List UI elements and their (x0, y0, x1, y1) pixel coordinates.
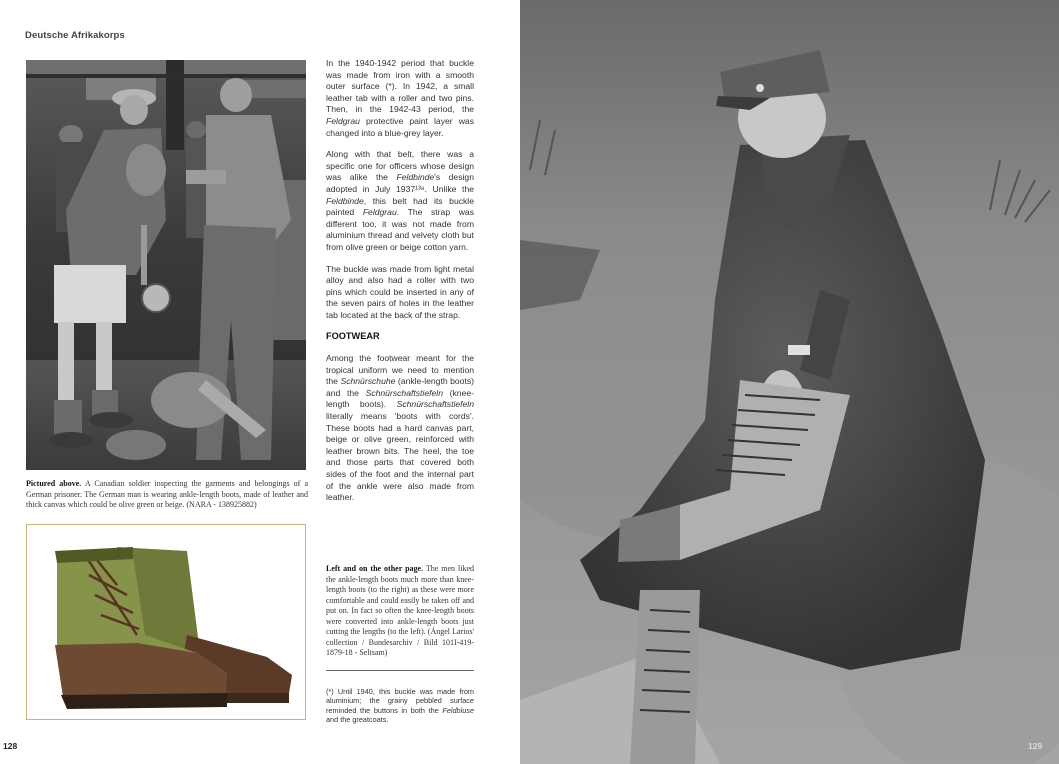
p4-text-b: (ankle-length boots) and the (326, 376, 475, 398)
caption-boots (326, 564, 474, 659)
p4-italic-2: Schnürschaftstiefeln (365, 387, 443, 398)
left-page (0, 0, 520, 764)
ankle-boots-graphic (27, 525, 305, 719)
p4-text-d: literally means 'boots with cords'. These boots had a hard canvas part, beige or olive green, reinforced with leather brown bits. The heel, the toe and those parts that covered both sides of the foot and the internal part of the ankle were also made from leather. (326, 411, 474, 503)
caption-top (26, 479, 308, 511)
p2-italic-3: Feldgrau (362, 207, 397, 218)
photo-seated-soldier (520, 0, 1059, 764)
page-number-right: 129 (1028, 741, 1043, 751)
p2-italic-2: Feldbinde (326, 195, 364, 206)
p2-italic-1: Feldbinde (396, 172, 435, 183)
p1-italic: Feldgrau (326, 115, 360, 126)
section-heading-footwear: FOOTWEAR (326, 331, 380, 342)
p1-text-b: protective paint layer was changed into a blue-grey layer. (326, 115, 474, 138)
photo-soldiers-inspection (26, 60, 306, 470)
p1-text-a: In the 1940-1942 period that buckle was made from iron with a smooth outer surface (*). In 1942, a small leather tab with a roller and two pins. Then, in the 1942-43 period, the (326, 58, 474, 115)
right-page (520, 0, 1059, 764)
footnote-text-b: and the greatcoats. (326, 714, 389, 724)
p2-text-b: 's design adopted in July 1937¹³⁸. Unlike the (326, 172, 474, 194)
footnote-italic: Feldbluse (442, 705, 474, 715)
p2-text-a: Along with that belt, there was a specific one for officers whose design was alike the (326, 149, 474, 183)
p4-text-a: Among the footwear meant for the tropical uniform we need to mention the (326, 353, 474, 387)
p2-text-c: , this belt had its buckle painted (326, 195, 474, 218)
caption-top-lead: Pictured above. (26, 479, 82, 488)
p2-text-d: . The strap was different too, it was not made from aluminium thread and velvety cloth but from olive green or beige cotton yarn. (326, 207, 474, 252)
p4-italic-1: Schnürschuhe (340, 376, 396, 387)
running-head: Deutsche Afrikakorps (25, 30, 125, 41)
p4-italic-3: Schnürschaftstiefeln (396, 399, 474, 410)
page-number-left: 128 (3, 741, 18, 751)
footnote-text-a: (*) Until 1940, this buckle was made from aluminium; the grainy pebbled surface reminded the buttons in both the (326, 687, 474, 715)
body-text-column (326, 58, 474, 514)
footnote (326, 687, 474, 724)
photo-ankle-boots (26, 524, 306, 720)
p4-text-c: (knee-length boots). (326, 387, 474, 410)
paragraph-footwear (326, 353, 474, 504)
photo-soldiers-graphic (26, 60, 306, 470)
footnote-divider (326, 670, 474, 671)
paragraph-buckle-alloy: The buckle was made from light metal alloy and also had a roller with two pins which could be inserted in any of the seven pairs of holes in the leather tab located at the back of the strap. (326, 263, 474, 320)
paragraph-officers-belt (326, 149, 474, 253)
caption-top-text: A Canadian soldier inspecting the garments and belongings of a German prisoner. The German man is wearing ankle-length boots, made of leather and thick canvas which could be olive green or beige. (NARA - 138925882) (26, 479, 308, 509)
paragraph-buckle-history (326, 58, 474, 139)
caption-boots-lead: Left and on the other page. (326, 564, 424, 573)
caption-boots-text: The men liked the ankle-length boots much more than knee-length boots (to the right) as these were more comfortable and could easily be taken off and put on. In fact so often the knee-length boots were converted into ankle-length boots just cutting the lengths (to the left). (Ángel Larios' collection / Bundesarchiv / Bild 101I-419-1879-18 - Seltsam) (326, 564, 475, 657)
